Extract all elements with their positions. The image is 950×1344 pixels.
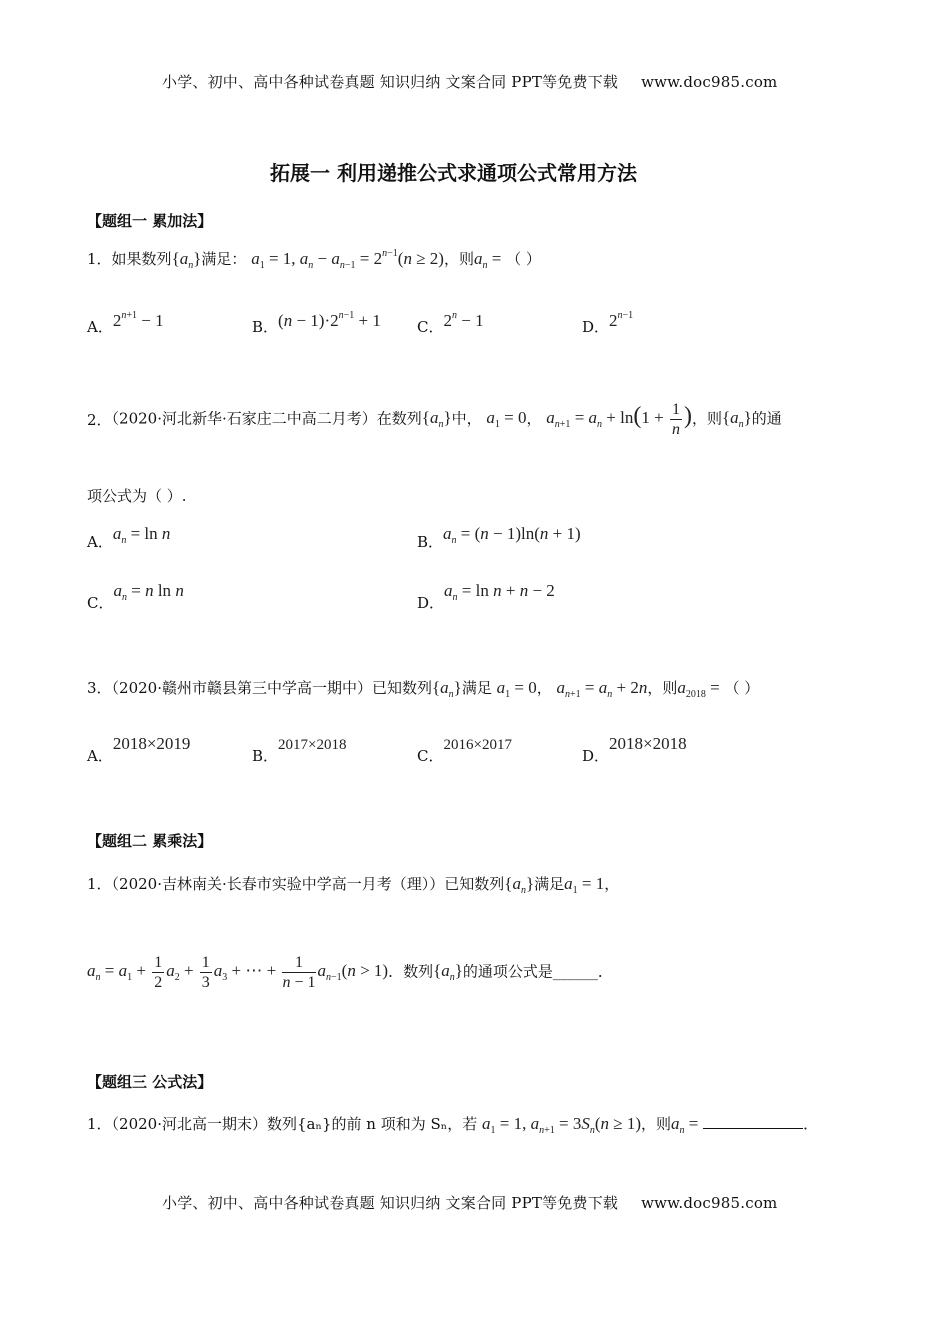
option-math: 2018×2019 — [112, 734, 191, 753]
question-number: 1． — [87, 250, 112, 268]
question-text: （2020·吉林南关·长春市实验中学高一月考（理））已知数列 — [111, 875, 505, 893]
group3-question-1 — [87, 1113, 818, 1136]
option-label: A． — [87, 747, 113, 765]
question-text: （2020·河北新华·石家庄二中高二月考）在数列 — [111, 409, 422, 428]
q2-option-c[interactable] — [87, 580, 184, 612]
q3-option-c[interactable] — [417, 733, 512, 765]
question-text: （2020·河北高一期末）数列{aₙ}的前 n 项和为 Sₙ，若 — [111, 1115, 478, 1133]
question-number: 1． — [87, 875, 112, 893]
math-seq: $\{a_n\}$ — [421, 408, 452, 431]
q3-option-d[interactable] — [582, 733, 687, 765]
math-a1: $a_1 = 0$ — [486, 408, 527, 431]
group-heading-3: 【题组三 公式法】 — [87, 1073, 213, 1091]
question-text: 中， — [451, 409, 482, 428]
group2-question-1-line-2 — [87, 953, 613, 992]
option-math: 2016×2017 — [443, 737, 512, 753]
option-math: $a_n = \ln n + n - 2$ — [444, 581, 555, 603]
header-site[interactable]: www.doc985.com — [641, 73, 778, 91]
math-an: $a_n$ = — [473, 249, 502, 271]
math-recurrence: $a_{n+1} = a_n + \ln(1$ + $\frac{1}{n}$ ) — [546, 401, 692, 438]
q3-option-a[interactable] — [87, 733, 191, 765]
question-2 — [87, 400, 782, 439]
question-2-line-2: 项公式为（ ）. — [87, 487, 187, 505]
option-math: 2018×2018 — [609, 734, 687, 753]
question-number: 2． — [87, 411, 112, 430]
math-seq: $\{a_n\}$ — [171, 249, 202, 271]
q2-option-a[interactable] — [87, 523, 171, 551]
answer-blank[interactable] — [703, 1128, 803, 1129]
math-seq: $\{a_n\}$ — [721, 408, 752, 431]
question-text: ，则 — [691, 409, 722, 428]
math-recurrence: $a_n = a_1$ + $\frac{1}{2}$ $a_2$ + $\frac{1}{3}$ $a_3$ + ⋯ + $\frac{1}{n - 1}$ $a_{n-1}(n > 1)$ — [87, 954, 389, 991]
option-label: C． — [417, 747, 444, 765]
option-label: D． — [582, 318, 610, 336]
option-label: D． — [417, 594, 445, 612]
option-label: B． — [252, 318, 279, 336]
math-seq: $\{a_n\}$ — [433, 961, 463, 984]
question-text: ，则 — [641, 1115, 672, 1133]
option-label: C． — [87, 594, 114, 612]
math-a1: $a_1 = 1$ — [564, 874, 605, 896]
page-title: 拓展一 利用递推公式求通项公式常用方法 — [270, 161, 637, 185]
option-label: A． — [87, 318, 113, 336]
option-math: $2^{n+1} - 1$ — [112, 310, 164, 330]
option-label: B． — [417, 533, 444, 551]
header-text: 小学、初中、高中各种试卷真题 知识归纳 文案合同 PPT等免费下载 — [162, 73, 619, 91]
question-text: ． — [803, 1115, 819, 1133]
page-footer — [162, 1192, 777, 1213]
option-math: $2^{n-1}$ — [609, 310, 634, 330]
math-recurrence: $a_{n+1} = a_n + 2n$ — [556, 678, 648, 700]
question-text: ， — [526, 409, 542, 428]
group2-question-1 — [87, 873, 619, 896]
option-math: $a_n = \ln n$ — [112, 524, 171, 546]
math-seq: $\{a_n\}$ — [504, 874, 535, 896]
answer-paren: （ ） — [724, 679, 760, 697]
option-label: A． — [87, 533, 113, 551]
option-label: B． — [252, 747, 279, 765]
group-heading-1: 【题组一 累加法】 — [87, 212, 213, 230]
question-text: ， — [604, 875, 620, 893]
q2-option-d[interactable] — [417, 580, 555, 612]
question-text: 的通 — [751, 409, 782, 428]
math-a2018: $a_{2018}$ = — [677, 678, 720, 700]
question-text: ，则 — [443, 250, 474, 268]
option-label: D． — [582, 747, 610, 765]
question-number: 3． — [87, 679, 112, 697]
footer-text: 小学、初中、高中各种试卷真题 知识归纳 文案合同 PPT等免费下载 — [162, 1194, 619, 1212]
option-math: $(n - 1)\cdot 2^{n-1} + 1$ — [278, 310, 381, 330]
q1-option-a[interactable] — [87, 310, 164, 336]
footer-site[interactable]: www.doc985.com — [641, 1194, 778, 1212]
question-text: （2020·赣州市赣县第三中学高一期中）已知数列 — [111, 679, 432, 697]
option-label: C． — [417, 318, 444, 336]
q2-option-b[interactable] — [417, 523, 581, 551]
option-math: $a_n = (n - 1)\ln(n + 1)$ — [443, 524, 581, 546]
q1-option-b[interactable] — [252, 310, 381, 336]
option-math: $a_n = n$ ln n — [113, 581, 184, 603]
option-math: 2017×2018 — [278, 737, 347, 753]
question-3 — [87, 677, 759, 700]
question-text: 满足： — [201, 250, 247, 268]
answer-paren: （ ） — [506, 250, 541, 268]
q1-option-d[interactable] — [582, 310, 634, 336]
math-recurrence: $a_1 = 1$, $a_n - a_{n-1} = 2^{n-1}(n \ge 2)$ — [251, 248, 444, 271]
question-text: 的通项公式是______． — [462, 962, 613, 981]
question-text: ．数列 — [388, 962, 434, 981]
q1-option-c[interactable] — [417, 310, 484, 336]
math-a1: $a_1 = 0$ — [496, 678, 537, 700]
question-number: 1． — [87, 1115, 112, 1133]
group-heading-2: 【题组二 累乘法】 — [87, 832, 213, 850]
question-text: 如果数列 — [111, 250, 172, 268]
page-header — [162, 71, 777, 92]
q3-option-b[interactable] — [252, 733, 347, 765]
math-seq: $\{a_n\}$ — [432, 678, 462, 700]
question-text: ，则 — [647, 679, 678, 697]
math-recurrence: $a_1 = 1$, $a_{n+1} = 3S_n(n \ge 1)$ — [482, 1114, 642, 1136]
question-text: ， — [536, 679, 552, 697]
math-an: $a_n$ = — [671, 1114, 699, 1136]
question-text: 满足 — [534, 875, 565, 893]
question-1 — [87, 248, 541, 271]
question-text: 满足 — [461, 679, 492, 697]
option-math: $2^n - 1$ — [443, 310, 484, 330]
